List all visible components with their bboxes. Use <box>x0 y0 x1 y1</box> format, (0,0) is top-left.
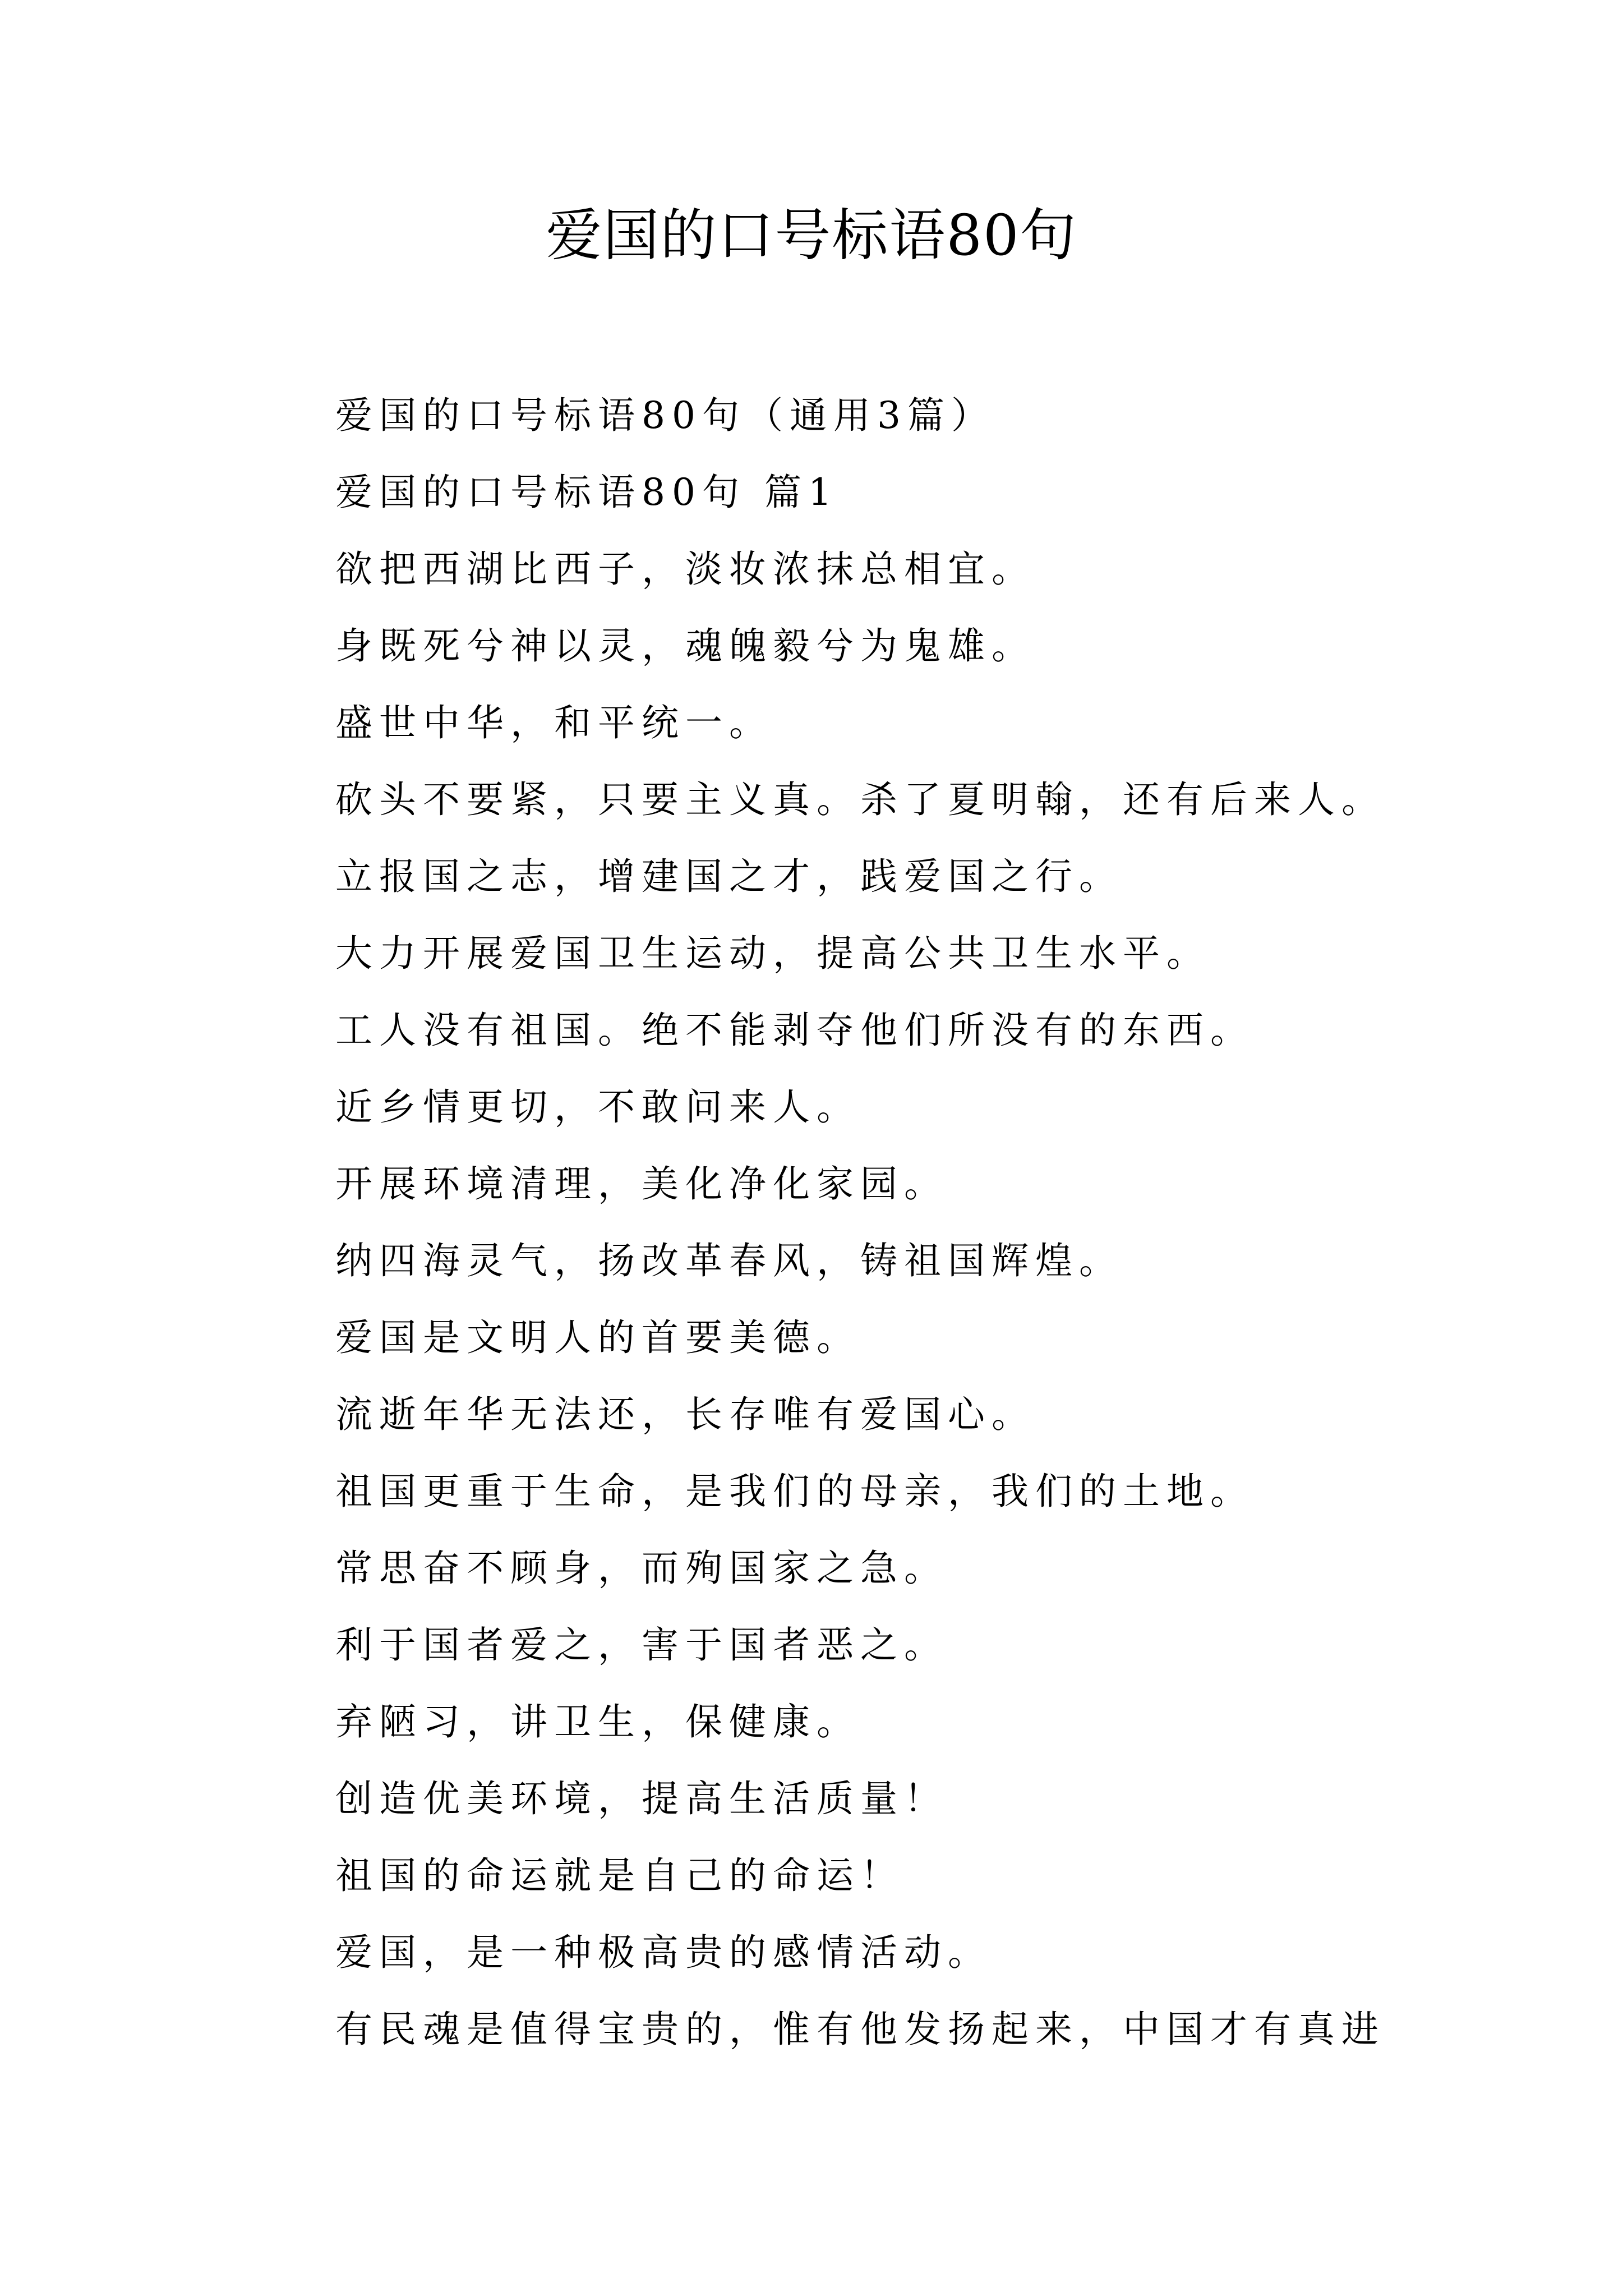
slogan-line: 纳四海灵气，扬改革春风，铸祖国辉煌。 <box>335 1239 1123 1282</box>
slogan-line: 祖国的命运就是自己的命运！ <box>335 1854 904 1897</box>
document-body <box>335 377 1541 2068</box>
slogan-line: 砍头不要紧，只要主义真。杀了夏明翰，还有后来人。 <box>335 778 1385 821</box>
slogan-line: 利于国者爱之，害于国者恶之。 <box>335 1623 948 1667</box>
slogan-line: 欲把西湖比西子，淡妆浓抹总相宜。 <box>335 547 1035 591</box>
document-title: 爱国的口号标语80句 <box>546 203 1077 268</box>
slogan-line: 爱国，是一种极高贵的感情活动。 <box>335 1931 992 1974</box>
slogan-line: 爱国是文明人的首要美德。 <box>335 1316 860 1359</box>
slogan-line: 工人没有祖国。绝不能剥夺他们所没有的东西。 <box>335 1009 1254 1052</box>
slogan-line: 常思奋不顾身，而殉国家之急。 <box>335 1547 948 1590</box>
slogan-line: 有民魂是值得宝贵的，惟有他发扬起来，中国才有真进 <box>335 2008 1385 2051</box>
slogan-line: 祖国更重于生命，是我们的母亲，我们的土地。 <box>335 1470 1254 1513</box>
subtitle-line: 爱国的口号标语80句（通用3篇） <box>335 394 995 437</box>
slogan-line: 弃陋习，讲卫生，保健康。 <box>335 1700 860 1743</box>
slogan-line: 身既死兮神以灵，魂魄毅兮为鬼雄。 <box>335 624 1035 668</box>
slogan-line: 流逝年华无法还，长存唯有爱国心。 <box>335 1393 1035 1436</box>
section-heading-line: 爱国的口号标语80句 篇1 <box>335 471 838 514</box>
slogan-line: 创造优美环境，提高生活质量！ <box>335 1777 948 1820</box>
slogan-line: 立报国之志，增建国之才，践爱国之行。 <box>335 855 1123 898</box>
slogan-line: 盛世中华，和平统一。 <box>335 701 773 744</box>
slogan-line: 近乡情更切，不敢问来人。 <box>335 1085 860 1129</box>
slogan-line: 开展环境清理，美化净化家园。 <box>335 1162 948 1205</box>
slogan-line: 大力开展爱国卫生运动，提高公共卫生水平。 <box>335 932 1210 975</box>
